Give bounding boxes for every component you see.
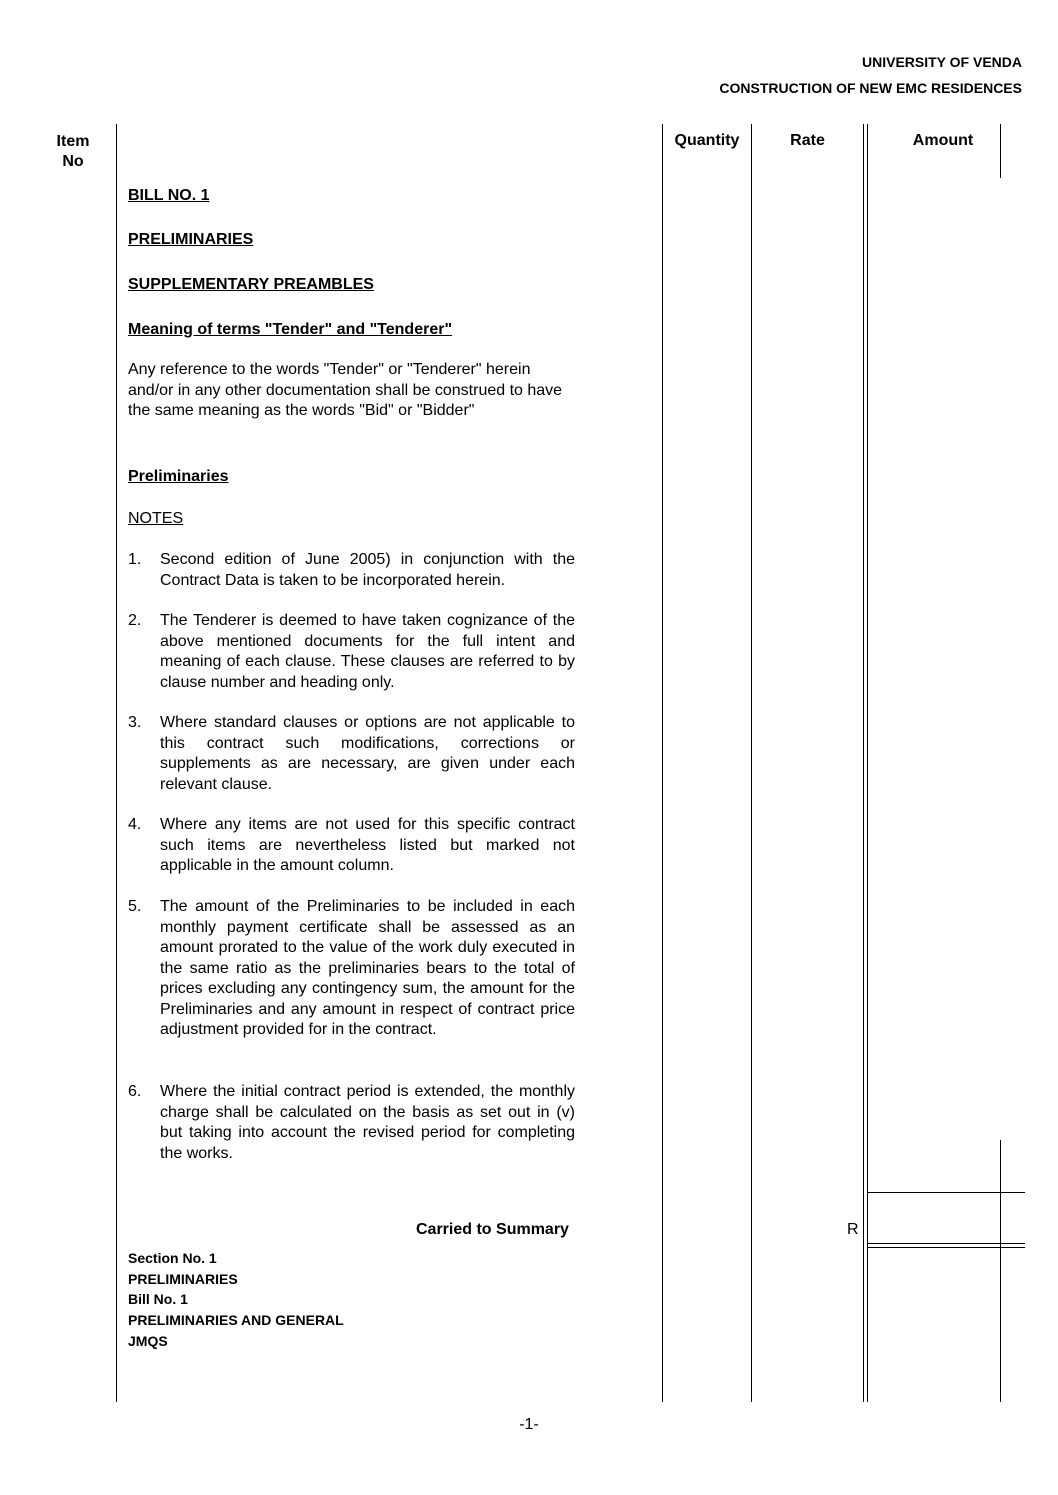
section-name: PRELIMINARIES [128, 1271, 238, 1287]
note-number: 5. [128, 898, 142, 915]
note-item [128, 815, 575, 877]
footer-bill-number: Bill No. 1 [128, 1291, 188, 1307]
footer-bill-name: PRELIMINARIES AND GENERAL [128, 1312, 344, 1328]
note-item [128, 611, 575, 693]
terms-paragraph: Any reference to the words "Tender" or "Tenderer" herein and/or in any other documentation shall be construed to have the same meaning as the words "Bid" or "Bidder" [128, 361, 563, 419]
project-title: CONSTRUCTION OF NEW EMC RESIDENCES [719, 80, 1022, 96]
column-header-quantity: Quantity [674, 132, 740, 149]
preliminaries-heading: PRELIMINARIES [128, 231, 254, 248]
column-divider-rate-b [867, 124, 868, 1402]
supplementary-preambles-heading: SUPPLEMENTARY PREAMBLES [128, 276, 374, 293]
page-number: -1- [519, 1416, 539, 1433]
column-divider-item [116, 124, 117, 1402]
note-text: Where the initial contract period is extended, the monthly charge shall be calculated on the basis as set out in (v) but taking into account the revised period for completing the works. [160, 1083, 575, 1162]
note-text: Where any items are not used for this specific contract such items are nevertheless listed but marked not applicable in the amount column. [160, 816, 575, 874]
terms-heading: Meaning of terms "Tender" and "Tenderer" [128, 321, 453, 338]
section-number: Section No. 1 [128, 1250, 217, 1266]
total-rule-top [867, 1192, 1025, 1193]
note-number: 1. [128, 551, 142, 568]
note-item [128, 1082, 575, 1164]
column-header-rate: Rate [790, 132, 825, 149]
column-header-item-no: Item No [56, 133, 90, 170]
footer-author: JMQS [128, 1333, 168, 1349]
column-header-amount: Amount [912, 132, 974, 149]
preliminaries-subheading: Preliminaries [128, 468, 229, 485]
note-number: 6. [128, 1083, 142, 1100]
note-item [128, 897, 575, 1041]
note-text: The amount of the Preliminaries to be included in each monthly payment certificate shall be assessed as an amount prorated to the value of the work duly executed in the same ratio as the preliminaries bears to the total of prices excluding any contingency sum, the amount for the Preliminaries and any amount in respect of contract price adjustment provided for in the contract. [160, 898, 575, 1038]
total-rule-double-b [867, 1247, 1025, 1248]
bill-number-heading: BILL NO. 1 [128, 187, 210, 204]
column-divider-description [662, 124, 663, 1402]
column-divider-rate-a [863, 124, 864, 1402]
notes-label: NOTES [128, 510, 184, 527]
note-item [128, 550, 575, 591]
organisation-name: UNIVERSITY OF VENDA [862, 54, 1022, 70]
total-rule-double-a [867, 1243, 1025, 1244]
note-item [128, 713, 575, 795]
currency-symbol: R [847, 1221, 859, 1238]
carried-to-summary-label: Carried to Summary [416, 1221, 569, 1238]
note-number: 2. [128, 612, 142, 629]
note-number: 4. [128, 816, 142, 833]
note-number: 3. [128, 714, 142, 731]
column-divider-quantity [751, 124, 752, 1402]
column-divider-amount-bottom [1000, 1140, 1001, 1402]
note-text: The Tenderer is deemed to have taken cognizance of the above mentioned documents for the full intent and meaning of each clause. These clauses are referred to by clause number and heading only. [160, 612, 575, 691]
note-text: Where standard clauses or options are not applicable to this contract such modifications, corrections or supplements as are necessary, are given under each relevant clause. [160, 714, 575, 793]
note-text: Second edition of June 2005) in conjunction with the Contract Data is taken to be incorporated herein. [160, 551, 575, 589]
